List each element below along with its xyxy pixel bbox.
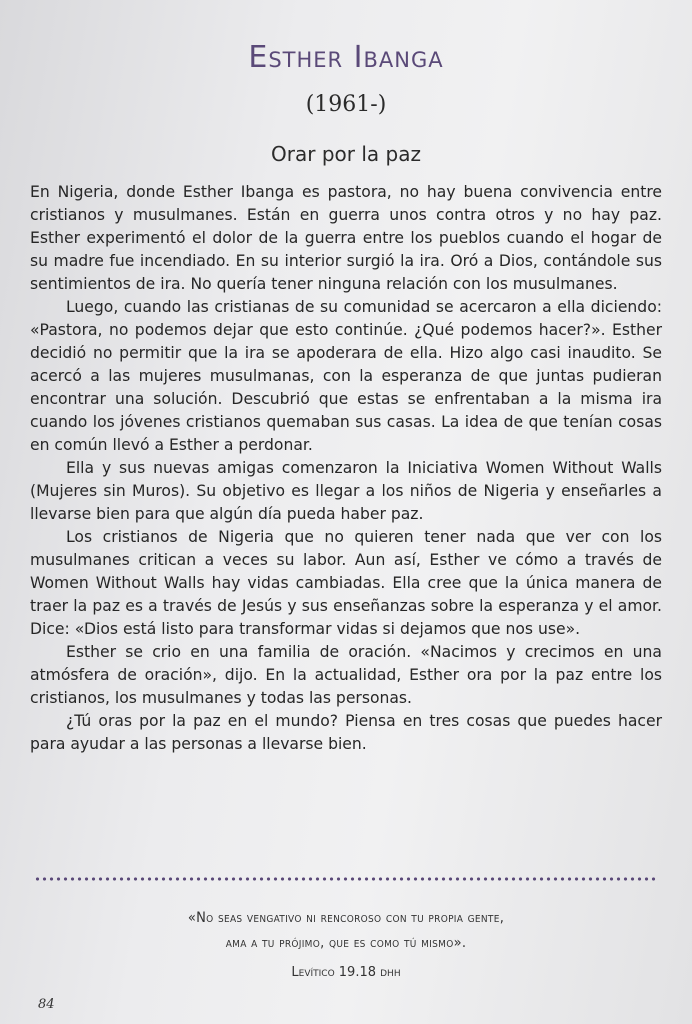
paragraph-1: En Nigeria, donde Esther Ibanga es pastora, no hay buena convivencia entre cristianos y musulmanes. Están en guerra unos contra otros y no hay paz. Esther experimentó el dolor de la guerra entre los pueblos cuando el hogar de su madre fue incendiado. En su interior surgió la ira. Oró a Dios, contándole sus sentimientos de ira. No quería tener ninguna relación con los musulmanes. [30,183,662,293]
quote-reference: Levítico 19.18 dhh [291,965,401,980]
section-title: Orar por la paz [271,142,421,166]
quote-line-1: «No seas vengativo ni rencoroso con tu propia gente, [187,910,505,926]
paragraph-6: ¿Tú oras por la paz en el mundo? Piensa en tres cosas que puedes hacer para ayudar a las personas a llevarse bien. [30,712,662,753]
body-text [30,181,662,756]
page-number: 84 [38,997,55,1012]
paragraph-5: Esther se crio en una familia de oración. «Nacimos y crecimos en una atmósfera de oración», dijo. En la actualidad, Esther ora por la paz entre los cristianos, los musulmanes y todas las personas. [30,643,662,707]
paragraph-2: Luego, cuando las cristianas de su comunidad se acercaron a ella diciendo: «Pastora, no podemos dejar que esto continúe. ¿Qué podemos hacer?». Esther decidió no permitir que la ira se apoderara de ella. Hizo algo casi inaudito. Se acercó a las mujeres musulmanas, con la esperanza de que juntas pudieran encontrar una solución. Descubrió que estas se enfrentaban a la misma ira cuando los jóvenes cristianos quemaban sus casas. La idea de que tenían cosas en común llevó a Esther a perdonar. [30,298,662,454]
scripture-quote [0,906,692,956]
paragraph-4: Los cristianos de Nigeria que no quieren tener nada que ver con los musulmanes critican a veces su labor. Aun así, Esther ve cómo a través de Women Without Walls hay vidas cambiadas. Ella cree que la única manera de traer la paz es a través de Jesús y sus enseñanzas sobre la esperanza y el amor. Dice: «Dios está listo para transformar vidas si dejamos que nos use». [30,528,662,638]
page-title: Esther Ibanga [248,40,444,75]
quote-line-2: ama a tu prójimo, que es como tú mismo». [225,935,467,951]
years-subtitle: (1961-) [305,92,387,117]
paragraph-3: Ella y sus nuevas amigas comenzaron la Iniciativa Women Without Walls (Mujeres sin Muros). Su objetivo es llegar a los niños de Nigeria y enseñarles a llevarse bien para que algún día pueda haber paz. [30,459,662,523]
dotted-divider [34,876,658,882]
